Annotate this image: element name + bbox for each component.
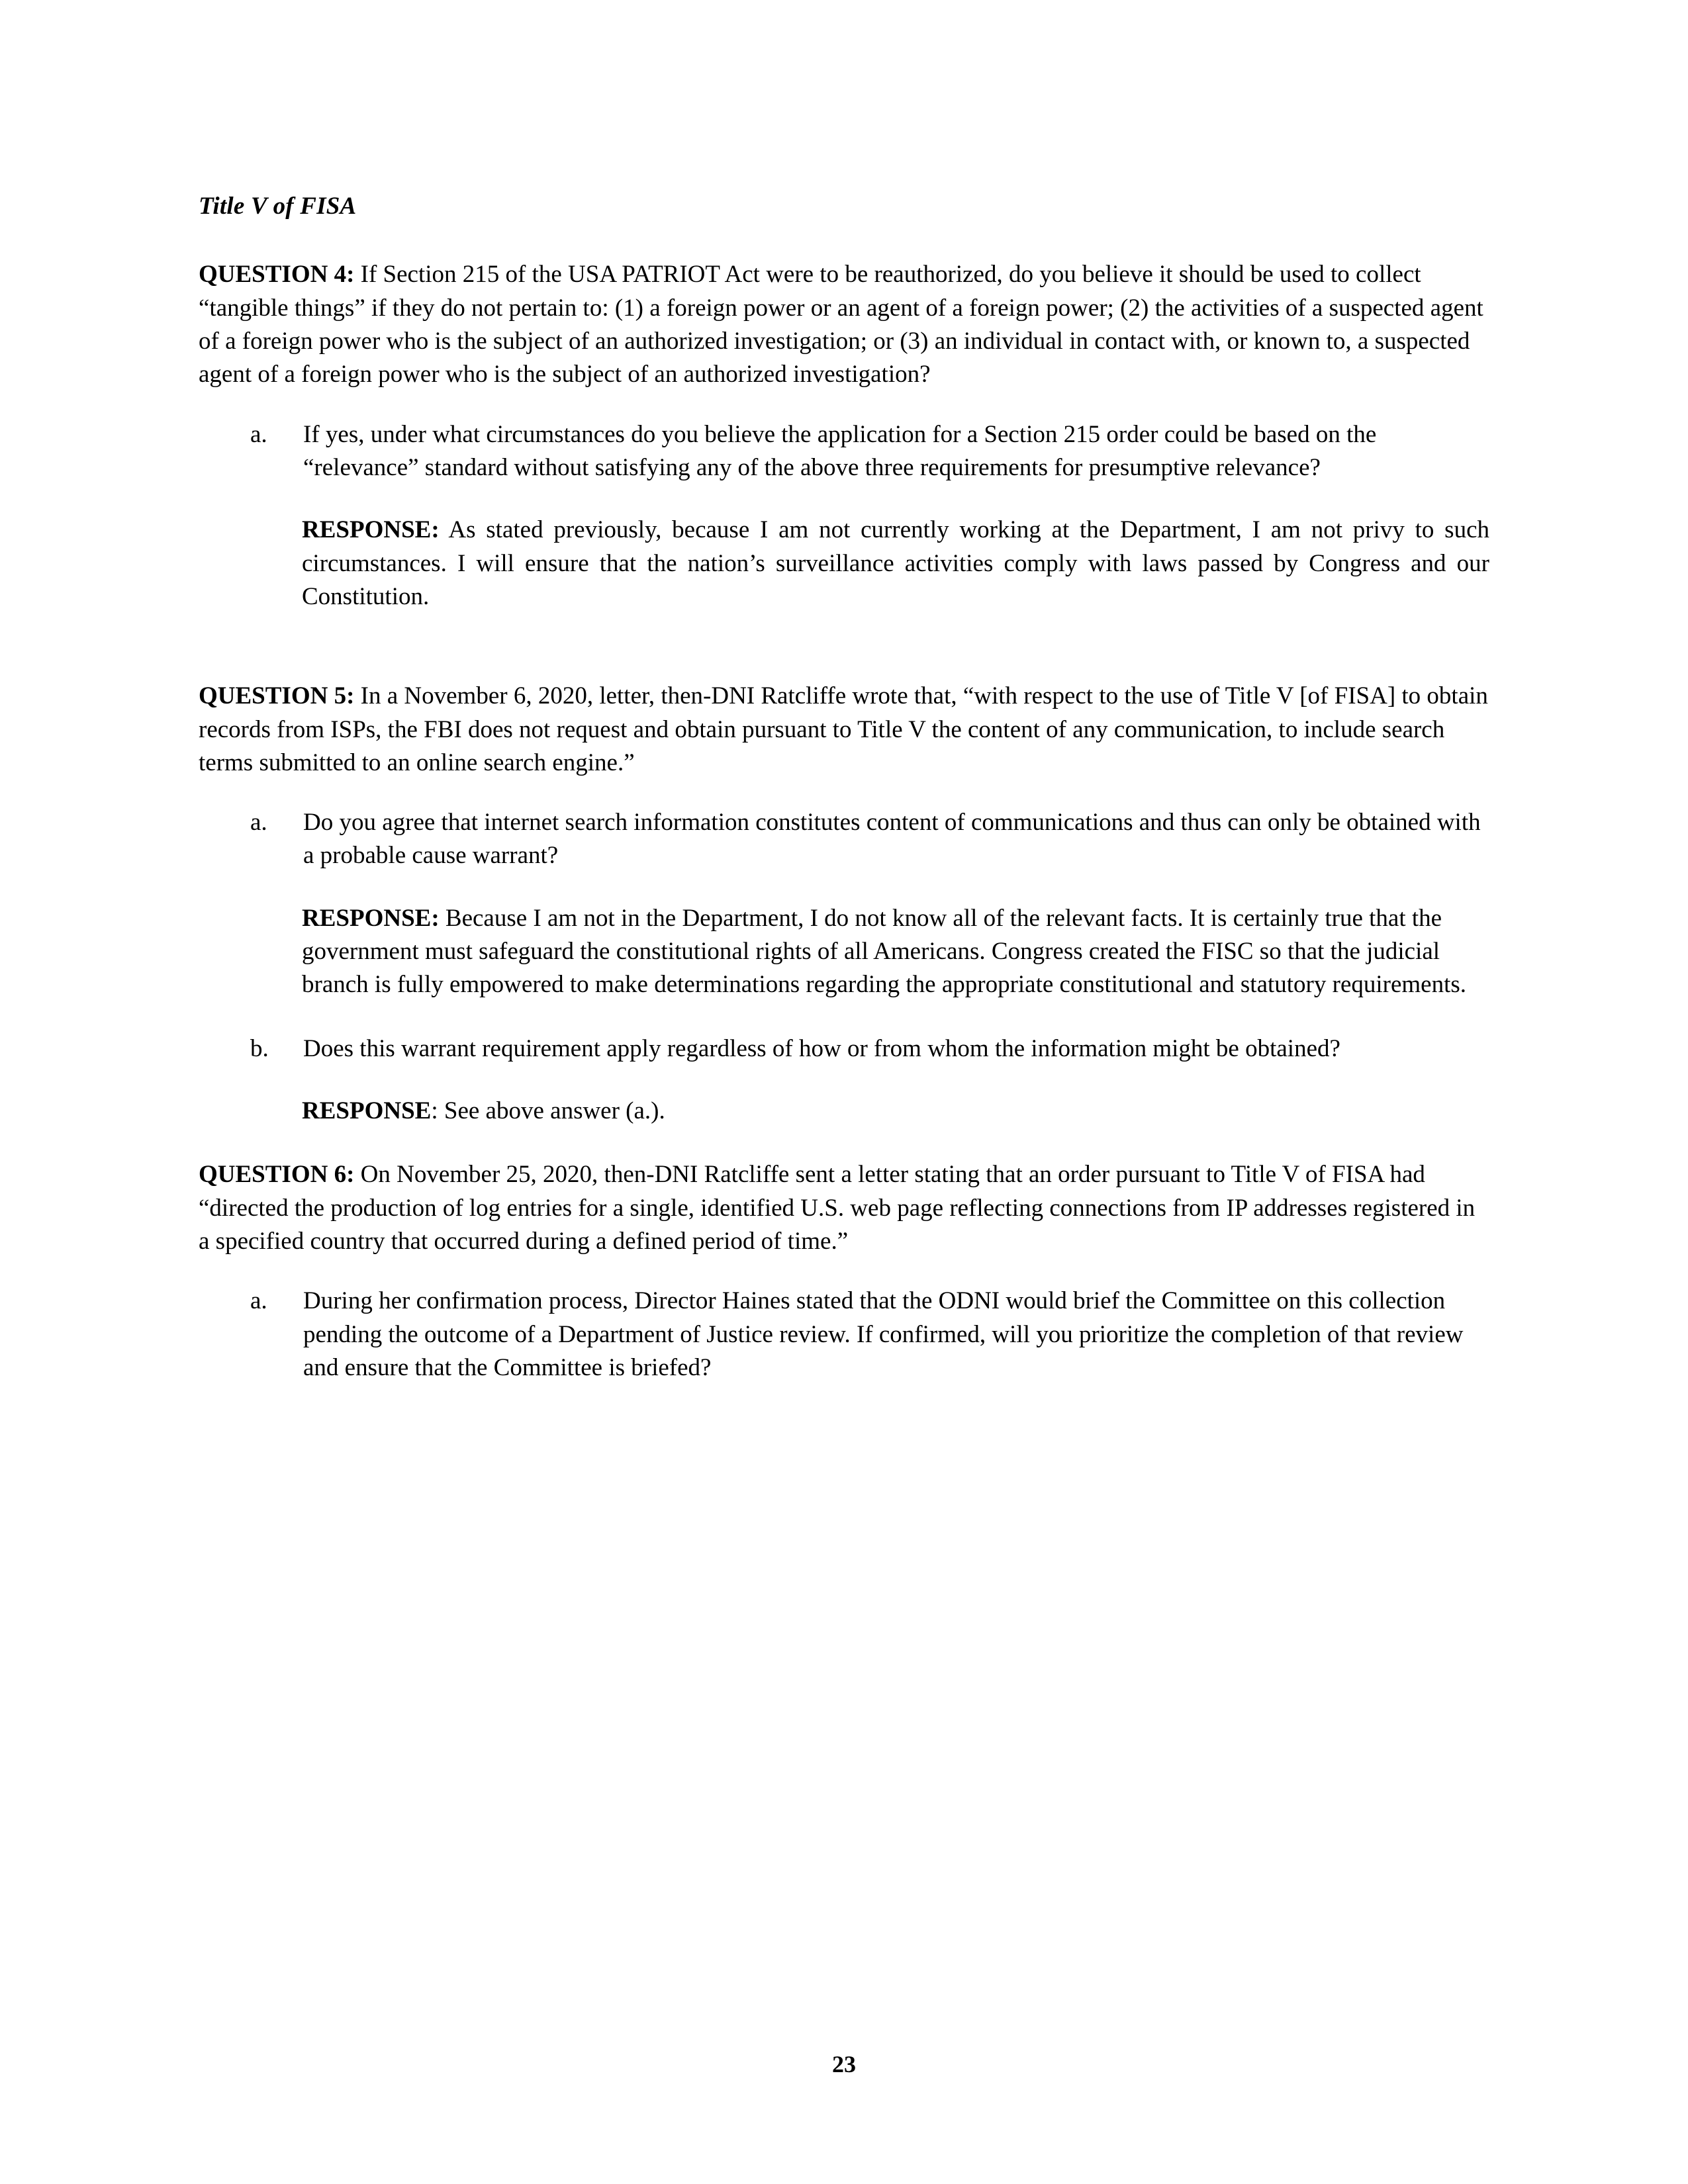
response-text: : See above answer (a.). — [431, 1097, 665, 1125]
question-6-text: On November 25, 2020, then-DNI Ratcliffe sent a letter stating that an order pursuant to Title V of FISA had “directed the production of log entries for a single, identified U.S. web page reflecting connections from IP addresses registered in a specified country that occurred during a defined period of time.” — [199, 1161, 1476, 1255]
list-item-text: If yes, under what circumstances do you believe the application for a Section 215 order could be based on the “relevance” standard without satisfying any of the above three requirements for presumptive relevance? — [303, 420, 1377, 481]
question-5-paragraph — [199, 680, 1489, 780]
page-number: 23 — [832, 2051, 856, 2077]
list-marker: b. — [250, 1034, 269, 1062]
question-5-response-a — [302, 902, 1489, 1002]
response-label: RESPONSE — [302, 1097, 432, 1125]
response-text: As stated previously, because I am not currently working at the Department, I am not privy to such circumstances. I will ensure that the nation’s surveillance activities comply with laws passed by Congress and our Constitution. — [302, 516, 1489, 610]
question-4-text: If Section 215 of the USA PATRIOT Act were to be reauthorized, do you believe it should be used to collect “tangible things” if they do not pertain to: (1) a foreign power or an agent of a foreign power; (2) the activities of a suspected agent of a foreign power who is the subject of an authorized investigation; or (3) an individual in contact with, or known to, a suspected agent of a foreign power who is the subject of an authorized investigation? — [199, 261, 1483, 388]
list-item-text: Does this warrant requirement apply regardless of how or from whom the information might be obtained? — [303, 1034, 1340, 1062]
list-item — [250, 806, 1489, 873]
question-5-sublist — [199, 806, 1489, 1128]
question-6-paragraph — [199, 1158, 1489, 1258]
list-marker: a. — [250, 809, 267, 837]
list-item — [250, 1285, 1489, 1385]
question-4-response — [302, 514, 1489, 614]
response-label: RESPONSE: — [302, 904, 440, 932]
question-5-text: In a November 6, 2020, letter, then-DNI Ratcliffe wrote that, “with respect to the use of Title V [of FISA] to obtain records from ISPs, the FBI does not request and obtain pursuant to Title V the content of any communication, to include search terms submitted to an online search engine.” — [199, 682, 1488, 776]
list-item — [250, 418, 1489, 485]
section-heading: Title V of FISA — [199, 193, 357, 220]
list-item-text: During her confirmation process, Director Haines stated that the ODNI would brief the Committee on this collection pending the outcome of a Department of Justice review. If confirmed, will you prioritize the completion of that review and ensure that the Committee is briefed? — [303, 1287, 1464, 1381]
response-label: RESPONSE: — [302, 516, 440, 544]
question-5-label: QUESTION 5: — [199, 682, 355, 710]
response-text: Because I am not in the Department, I do not know all of the relevant facts. It is certainly true that the government must safeguard the constitutional rights of all Americans. Congress created the FISC so that the judicial branch is fully empowered to make determinations regarding the appropriate constitutional and statutory requirements. — [302, 904, 1467, 999]
question-4-sublist — [199, 418, 1489, 485]
question-6-label: QUESTION 6: — [199, 1161, 355, 1189]
spacer — [199, 644, 1489, 680]
list-marker: a. — [250, 420, 267, 448]
list-marker: a. — [250, 1287, 267, 1315]
question-4-paragraph — [199, 258, 1489, 391]
list-item — [250, 1032, 1489, 1066]
question-6-sublist — [199, 1285, 1489, 1385]
question-4-label: QUESTION 4: — [199, 261, 355, 289]
list-item-text: Do you agree that internet search information constitutes content of communications and thus can only be obtained with a probable cause warrant? — [303, 809, 1481, 870]
question-5-response-b — [302, 1095, 1489, 1128]
